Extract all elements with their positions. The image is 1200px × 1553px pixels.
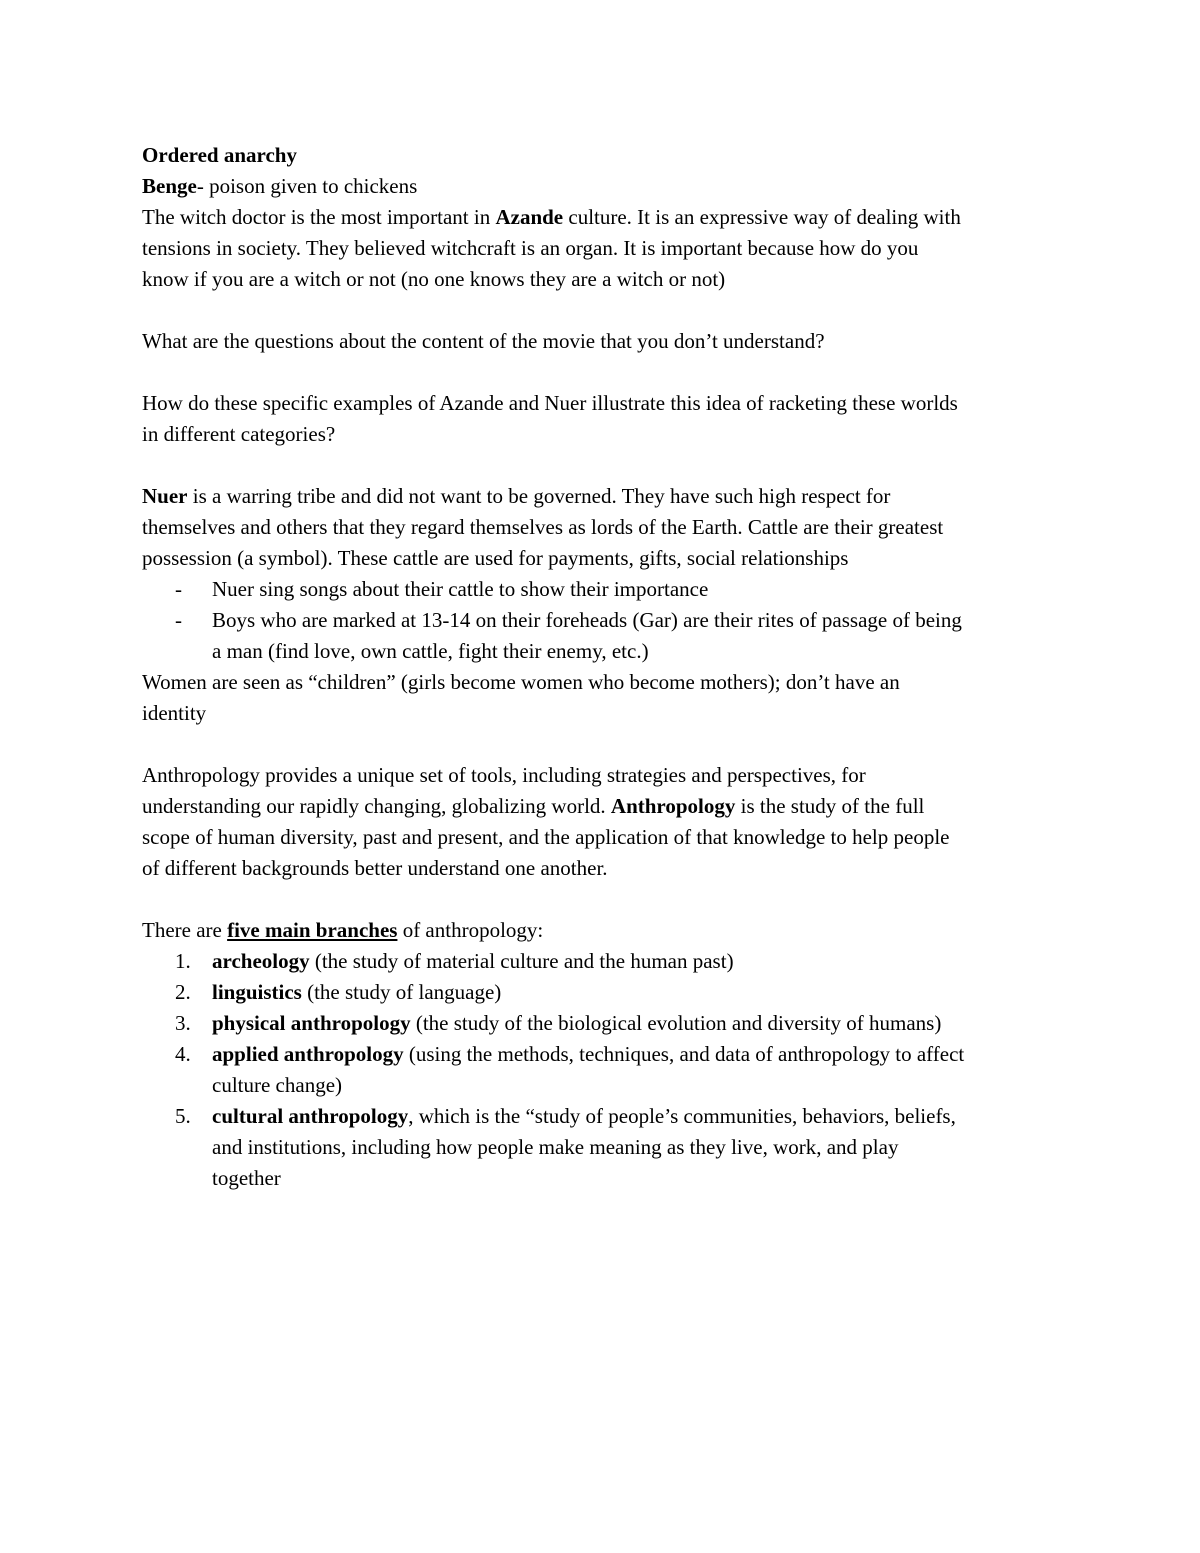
nuer-paragraph: Nuer is a warring tribe and did not want to be governed. They have such high respect for themselves and others that they regard themselves as lords of the Earth. Cattle are their greatest possession (a symbol). These cattle are used for payments, gifts, social relationships xyxy=(142,484,944,570)
women-paragraph: Women are seen as “children” (girls become women who become mothers); don’t have an identity xyxy=(142,670,900,725)
list-number: 4. xyxy=(175,1042,191,1066)
document-page xyxy=(142,140,1072,1194)
list-number: 3. xyxy=(175,1011,191,1035)
dash-marker: - xyxy=(175,608,182,632)
benge-line: Benge- poison given to chickens xyxy=(142,174,418,198)
list-item: - Boys who are marked at 13-14 on their foreheads (Gar) are their rites of passage of being a man (find love, own cattle, fight their enemy, etc.) xyxy=(142,605,1072,667)
azande-paragraph: The witch doctor is the most important in Azande culture. It is an expressive way of dealing with tensions in society. They believed witchcraft is an organ. It is important because how do you know if you are a witch or not (no one knows they are a witch or not) xyxy=(142,205,961,291)
nuer-term: Nuer xyxy=(142,484,188,508)
azande-term: Azande xyxy=(495,205,564,229)
list-number: 5. xyxy=(175,1104,191,1128)
document-heading: Ordered anarchy xyxy=(142,143,297,167)
branches-intro: There are five main branches of anthropology: xyxy=(142,918,544,942)
list-item: 3. physical anthropology (the study of the biological evolution and diversity of humans) xyxy=(142,1008,1072,1039)
branches-numbered-list xyxy=(142,946,1072,1194)
question-azande-nuer: How do these specific examples of Azande and Nuer illustrate this idea of racketing these worlds in different categories? xyxy=(142,391,958,446)
list-number: 2. xyxy=(175,980,191,1004)
list-item: 2. linguistics (the study of language) xyxy=(142,977,1072,1008)
list-item: 1. archeology (the study of material culture and the human past) xyxy=(142,946,1072,977)
dash-marker: - xyxy=(175,577,182,601)
anthropology-paragraph: Anthropology provides a unique set of tools, including strategies and perspectives, for understanding our rapidly changing, globalizing world. Anthropology is the study of the full scope of human diversity, past and present, and the application of that knowledge to help people of different backgrounds better understand one another. xyxy=(142,763,950,880)
list-item: - Nuer sing songs about their cattle to show their importance xyxy=(142,574,1072,605)
list-item: 4. applied anthropology (using the methods, techniques, and data of anthropology to affect culture change) xyxy=(142,1039,1072,1101)
anthropology-term: Anthropology xyxy=(610,794,736,818)
list-number: 1. xyxy=(175,949,191,973)
benge-term: Benge xyxy=(142,174,197,198)
five-main-branches-emphasis: five main branches xyxy=(227,918,398,942)
nuer-bullet-list xyxy=(142,574,1072,667)
question-movie-content: What are the questions about the content of the movie that you don’t understand? xyxy=(142,329,825,353)
list-item: 5. cultural anthropology, which is the “study of people’s communities, behaviors, beliefs, and institutions, including how people make meaning as they live, work, and play together xyxy=(142,1101,1072,1194)
